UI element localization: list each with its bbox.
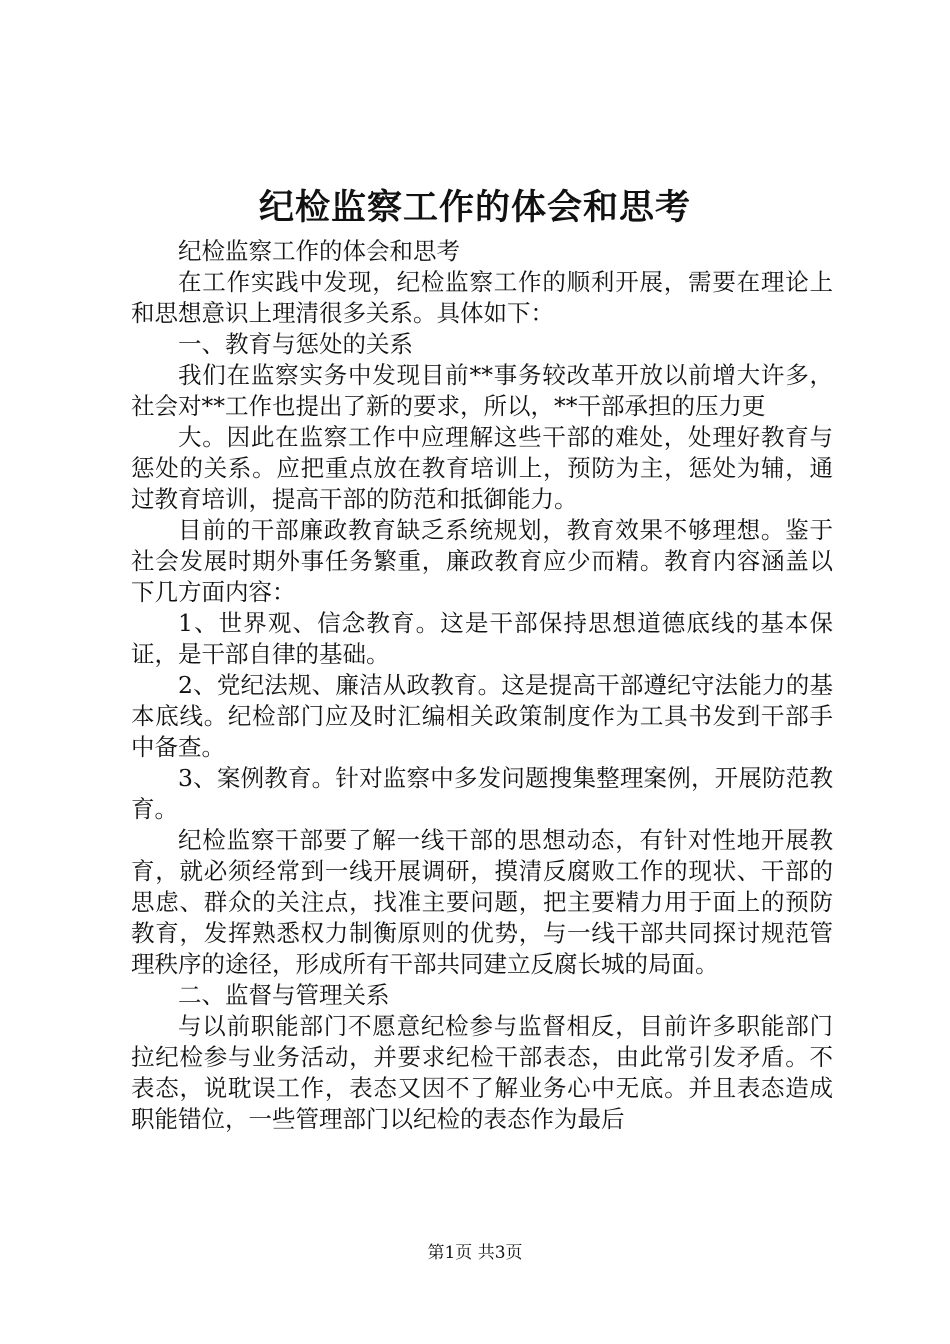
list-item: 1、世界观、信念教育。这是干部保持思想道德底线的基本保证，是干部自律的基础。 (131, 609, 833, 668)
section-heading: 二、监督与管理关系 (178, 981, 390, 1009)
body-paragraph: 目前的干部廉政教育缺乏系统规划，教育效果不够理想。鉴于社会发展时期外事任务繁重，廉政教育应少而精。教育内容涵盖以下几方面内容： (131, 516, 833, 606)
body-paragraph: 纪检监察工作的体会和思考 (178, 237, 460, 265)
body-paragraph: 纪检监察干部要了解一线干部的思想动态，有针对性地开展教育，就必须经常到一线开展调研，摸清反腐败工作的现状、干部的思虑、群众的关注点，找准主要问题，把主要精力用于面上的预防教育，发挥熟悉权力制衡原则的优势，与一线干部共同探讨规范管理秩序的途径，形成所有干部共同建立反腐长城的局面。 (131, 826, 833, 978)
list-item: 3、案例教育。针对监察中多发问题搜集整理案例，开展防范教育。 (131, 764, 833, 823)
document-title: 纪检监察工作的体会和思考 (258, 187, 691, 228)
body-paragraph: 在工作实践中发现，纪检监察工作的顺利开展，需要在理论上和思想意识上理清很多关系。具体如下： (131, 268, 833, 327)
body-paragraph: 我们在监察实务中发现目前**事务较改革开放以前增大许多，社会对**工作也提出了新的要求，所以，**干部承担的压力更 (131, 361, 833, 420)
section-heading: 一、教育与惩处的关系 (178, 330, 413, 358)
body-paragraph: 与以前职能部门不愿意纪检参与监督相反，目前许多职能部门拉纪检参与业务活动，并要求纪检干部表态，由此常引发矛盾。不表态，说耽误工作，表态又因不了解业务心中无底。并且表态造成职能错位，一些管理部门以纪检的表态作为最后 (131, 1012, 833, 1133)
document-body (131, 236, 833, 1135)
page-footer: 第1页 共3页 (427, 1243, 523, 1263)
body-paragraph: 大。因此在监察工作中应理解这些干部的难处，处理好教育与惩处的关系。应把重点放在教育培训上，预防为主，惩处为辅，通过教育培训，提高干部的防范和抵御能力。 (131, 423, 833, 513)
list-item: 2、党纪法规、廉洁从政教育。这是提高干部遵纪守法能力的基本底线。纪检部门应及时汇编相关政策制度作为工具书发到干部手中备查。 (131, 671, 833, 761)
